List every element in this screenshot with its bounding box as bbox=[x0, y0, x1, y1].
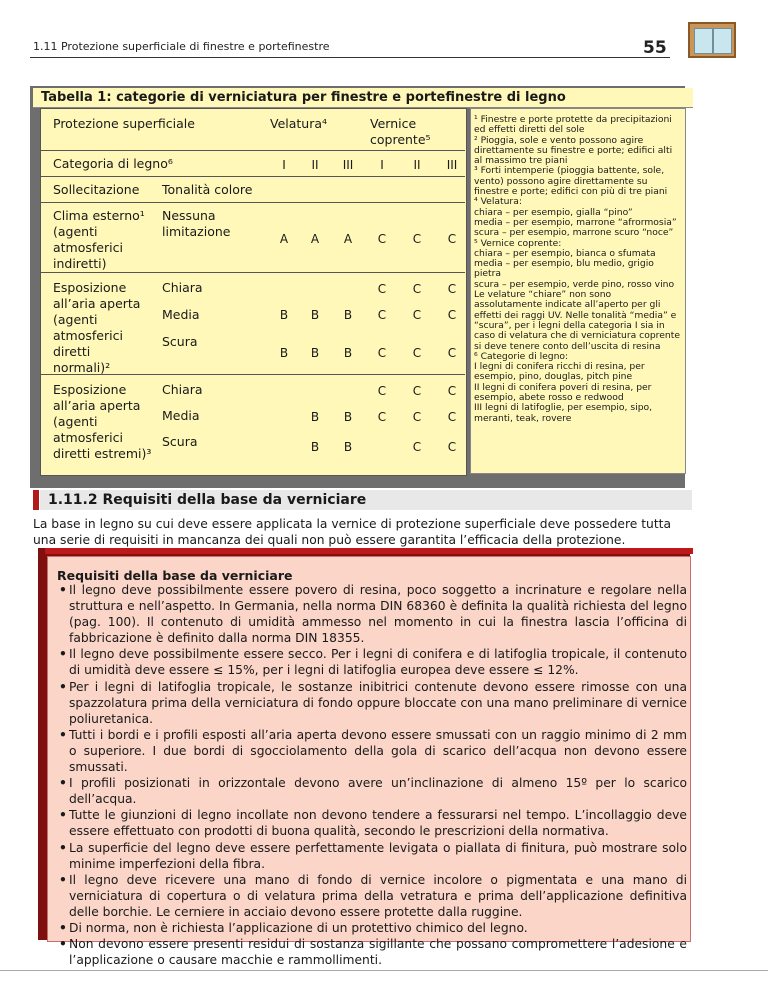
roman-numeral: III bbox=[342, 158, 354, 172]
tone-chiara: Chiara bbox=[162, 382, 203, 397]
requirements-accent-bar bbox=[45, 548, 693, 554]
header-vernice: Vernice bbox=[370, 116, 417, 131]
footnote: ¹ Finestre e porte protette da precipitazioni ed effetti diretti del sole bbox=[474, 114, 675, 136]
table-rule bbox=[41, 150, 465, 151]
row-label-clima bbox=[53, 208, 145, 272]
grade-cell: C bbox=[447, 410, 457, 424]
row-label-line: Clima esterno¹ bbox=[53, 208, 145, 223]
running-header: 1.11 Protezione superficiale di finestre e portefinestre bbox=[33, 40, 330, 53]
table-rule bbox=[41, 272, 465, 273]
bullet-icon: • bbox=[59, 727, 67, 742]
grade-cell: C bbox=[412, 308, 422, 322]
row-label-line: diretti bbox=[53, 344, 91, 359]
list-item bbox=[57, 775, 687, 807]
grade-cell: A bbox=[343, 232, 353, 246]
row-label-line: diretti estremi)³ bbox=[53, 446, 152, 461]
row-label-line: (agenti bbox=[53, 224, 98, 239]
row-label-normali bbox=[53, 280, 140, 376]
table-title: Tabella 1: categorie di verniciatura per finestre e portefinestre di legno bbox=[33, 88, 693, 108]
tone-line: Nessuna bbox=[162, 208, 216, 223]
grade-cell: C bbox=[412, 410, 422, 424]
bullet-icon: • bbox=[59, 840, 67, 855]
grade-cell: C bbox=[447, 346, 457, 360]
row-label-line: Esposizione bbox=[53, 280, 127, 295]
row-label-line: indiretti) bbox=[53, 256, 107, 271]
footnote: ⁴ Velatura: chiara – per esempio, gialla “pino” media – per esempio, marrone “afrormosia” scura – per esempio, marrone scuro “noce” bbox=[474, 196, 677, 239]
section-intro: La base in legno su cui deve essere applicata la vernice di protezione superficiale deve possedere tutta una serie di requisiti in mancanza dei quali non può essere garantita l’efficacia della protezione. bbox=[33, 517, 672, 547]
row-label-line: (agenti bbox=[53, 312, 98, 327]
row-label-line: all’aria aperta bbox=[53, 398, 141, 413]
tone-chiara: Chiara bbox=[162, 280, 203, 295]
bullet-icon: • bbox=[59, 583, 67, 597]
requirements-list bbox=[57, 582, 687, 968]
grade-cell: C bbox=[447, 440, 457, 454]
list-item bbox=[57, 582, 687, 646]
bullet-icon: • bbox=[59, 679, 67, 694]
table-rule bbox=[41, 202, 465, 203]
list-item-text: Il legno deve ricevere una mano di fondo di vernice incolore o pigmentata e una mano di verniciatura di copertura o di velatura prima della vetratura e prima dell’applicazione definitiva delle borchie. Le cerniere in acciaio devono essere protette dalla ruggine. bbox=[69, 872, 687, 919]
grade-cell: C bbox=[412, 232, 422, 246]
list-item bbox=[57, 840, 687, 872]
list-item bbox=[57, 646, 687, 678]
row-label-estremi bbox=[53, 382, 151, 462]
row-label-line: atmosferici bbox=[53, 430, 123, 445]
grade-cell: B bbox=[279, 346, 289, 360]
header-tonalita: Tonalità colore bbox=[162, 182, 253, 197]
header-coprente: coprente⁵ bbox=[370, 132, 431, 147]
row-label-line: atmosferici bbox=[53, 328, 123, 343]
footnote: ⁵ Vernice coprente: chiara – per esempio, bianca o sfumata media – per esempio, blu medio, grigio pietra scura – per esempio, verde pino, rosso vino Le velature “chiare” non sono assolutamente indicate all’aperto per gli effetti dei raggi UV. Nelle tonalità “media” e “scura”, per i legni della categoria I sia in caso di velatura che di verniciatura coprente si deve tenere conto dell’uscita di resina bbox=[474, 237, 680, 352]
tone-media: Media bbox=[162, 408, 200, 423]
list-item-text: Il legno deve possibilmente essere secco. Per i legni di conifera e di latifoglia tropicale, il contenuto di umidità deve essere ≤ 15%, per i legni di latifoglia europea deve essere ≤ 12%. bbox=[69, 647, 687, 678]
list-item-text: I profili posizionati in orizzontale devono avere un’inclinazione di almeno 15º per lo scarico dell’acqua. bbox=[69, 776, 687, 807]
tone-line: limitazione bbox=[162, 224, 231, 239]
grade-cell: C bbox=[447, 384, 457, 398]
list-item bbox=[57, 727, 687, 775]
requirements-title: Requisiti della base da verniciare bbox=[57, 568, 293, 583]
grade-cell: B bbox=[343, 346, 353, 360]
tone-media: Media bbox=[162, 307, 200, 322]
bullet-icon: • bbox=[59, 920, 67, 935]
row-label-line: all’aria aperta bbox=[53, 296, 141, 311]
row-label-line: normali)² bbox=[53, 360, 111, 375]
grade-cell: B bbox=[343, 308, 353, 322]
grade-cell: C bbox=[412, 440, 422, 454]
list-item-text: Per i legni di latifoglia tropicale, le sostanze inibitrici contenute devono essere rimosse con una spazzolatura prima della verniciatura di fondo oppure bloccate con una mano preliminare di vernice poliuretanica. bbox=[69, 679, 687, 726]
grade-cell: C bbox=[412, 384, 422, 398]
grade-cell: B bbox=[343, 440, 353, 454]
grade-cell: A bbox=[279, 232, 289, 246]
grade-cell: C bbox=[447, 282, 457, 296]
roman-numeral: I bbox=[380, 158, 384, 172]
bullet-icon: • bbox=[59, 937, 67, 952]
grade-cell: C bbox=[412, 282, 422, 296]
header-categoria: Categoria di legno⁶ bbox=[53, 156, 173, 171]
list-item-text: Tutte le giunzioni di legno incollate non devono tendere a fessurarsi nel tempo. L’incollaggio deve essere effettuato con prodotti di buona qualità, secondo le prescrizioni della normativa. bbox=[69, 808, 687, 839]
grade-cell: A bbox=[310, 232, 320, 246]
list-item-text: La superficie del legno deve essere perfettamente levigata o piallata di finitura, può mostrare solo minime imperfezioni della fibra. bbox=[69, 840, 687, 871]
grade-cell: B bbox=[310, 346, 320, 360]
grade-cell: B bbox=[310, 410, 320, 424]
window-pane-left bbox=[694, 28, 713, 54]
grade-cell: C bbox=[377, 410, 387, 424]
grade-cell: B bbox=[343, 410, 353, 424]
roman-numeral: III bbox=[446, 158, 458, 172]
grade-cell: C bbox=[377, 384, 387, 398]
list-item-text: Di norma, non è richiesta l’applicazione di un protettivo chimico del legno. bbox=[69, 920, 528, 935]
list-item-text: Non devono essere presenti residui di sostanza sigillante che possano compromettere l’adesione e l’applicazione o causare macchie e rammollimenti. bbox=[69, 937, 687, 968]
grade-cell: C bbox=[377, 232, 387, 246]
tone-scura: Scura bbox=[162, 434, 198, 449]
list-item bbox=[57, 872, 687, 920]
list-item bbox=[57, 920, 687, 936]
header-divider bbox=[30, 57, 670, 58]
window-icon bbox=[688, 22, 736, 58]
header-sollecitazione: Sollecitazione bbox=[53, 182, 140, 197]
list-item-text: Il legno deve possibilmente essere povero di resina, poco soggetto a incrinature e regolare nella struttura e nell’aspetto. In Germania, nella norma DIN 68360 è definita la qualità richiesta del legno (pag. 100). Il contenuto di umidità ammesso nel momento in cui la finestra lascia l’officina di fabbricazione è definito dalla norma DIN 18355. bbox=[69, 583, 687, 646]
grade-cell: C bbox=[412, 346, 422, 360]
bullet-icon: • bbox=[59, 808, 67, 823]
table-footnotes bbox=[470, 108, 686, 474]
footnote: ³ Forti intemperie (pioggia battente, sole, vento) possono agire direttamente su finestre e porte; edifici con più di tre piani bbox=[474, 165, 668, 198]
tone-scura: Scura bbox=[162, 334, 198, 349]
window-pane-right bbox=[713, 28, 732, 54]
grade-cell: C bbox=[447, 232, 457, 246]
page-bottom-rule bbox=[0, 970, 768, 971]
roman-numeral: I bbox=[282, 158, 286, 172]
grade-cell: B bbox=[279, 308, 289, 322]
section-accent bbox=[33, 490, 39, 510]
footnote: ² Pioggia, sole e vento possono agire direttamente su finestre e porte; edifici alti al massimo tre piani bbox=[474, 134, 676, 167]
table-rule bbox=[41, 176, 465, 177]
header-protezione: Protezione superficiale bbox=[53, 116, 195, 131]
roman-numeral: II bbox=[311, 158, 319, 172]
row-label-line: Esposizione bbox=[53, 382, 127, 397]
footnote: ⁶ Categorie di legno: I legni di conifera ricchi di resina, per esempio, pino, douglas, pitch pine II legni di conifera poveri di resina, per esempio, abete rosso e redwood III legni di latifoglie, per esempio, sipo, meranti, teak, rovere bbox=[474, 350, 653, 424]
bullet-icon: • bbox=[59, 647, 67, 662]
list-item bbox=[57, 807, 687, 839]
roman-numeral: II bbox=[413, 158, 421, 172]
list-item bbox=[57, 679, 687, 727]
bullet-icon: • bbox=[59, 776, 67, 791]
row-label-line: atmosferici bbox=[53, 240, 123, 255]
grade-cell: C bbox=[377, 282, 387, 296]
header-velatura: Velatura⁴ bbox=[270, 116, 328, 131]
tone-nessuna bbox=[162, 208, 230, 240]
section-heading: 1.11.2 Requisiti della base da verniciare bbox=[40, 490, 692, 510]
bullet-icon: • bbox=[59, 872, 67, 887]
grade-cell: C bbox=[377, 308, 387, 322]
list-item bbox=[57, 936, 687, 968]
grade-cell: B bbox=[310, 440, 320, 454]
grade-cell: C bbox=[447, 308, 457, 322]
grade-cell: B bbox=[310, 308, 320, 322]
grade-cell: C bbox=[377, 346, 387, 360]
row-label-line: (agenti bbox=[53, 414, 98, 429]
page-number: 55 bbox=[643, 38, 667, 58]
list-item-text: Tutti i bordi e i profili esposti all’aria aperta devono essere smussati con un raggio minimo di 2 mm o superiore. I due bordi di sgocciolamento della gola di scarico dell’acqua non devono essere smussati. bbox=[69, 727, 687, 775]
